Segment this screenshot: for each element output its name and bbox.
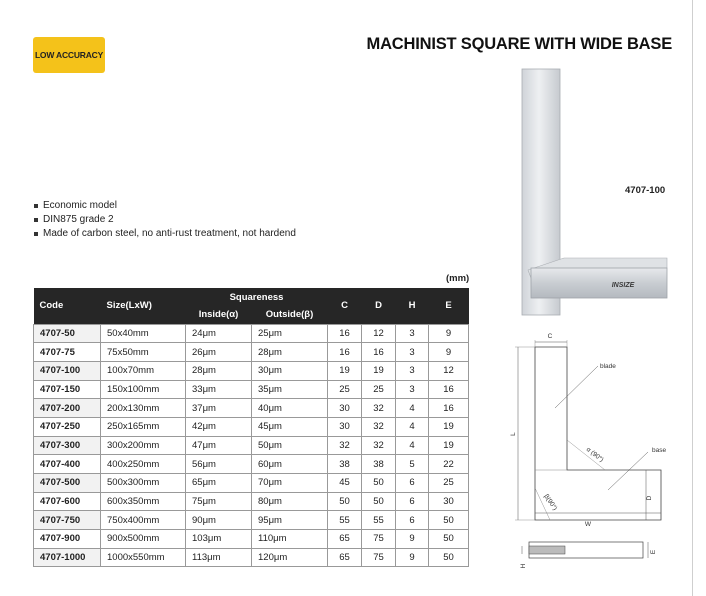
cell-code: 4707-75 <box>34 343 101 362</box>
dim-e-label: E <box>650 549 657 555</box>
cell-h: 9 <box>396 530 429 549</box>
dim-c-label: C <box>547 333 553 340</box>
cell-c: 65 <box>328 548 362 567</box>
header-e: E <box>429 288 469 324</box>
cell-c: 65 <box>328 530 362 549</box>
header-outside: Outside(β) <box>252 306 328 324</box>
dim-d-label: D <box>646 495 653 501</box>
dim-h-label: H <box>520 563 527 569</box>
cell-d: 25 <box>362 380 396 399</box>
page-title: MACHINIST SQUARE WITH WIDE BASE <box>366 35 672 53</box>
cell-outside: 110μm <box>252 530 328 549</box>
cell-inside: 26μm <box>186 343 252 362</box>
base-leader <box>608 452 648 490</box>
table-row <box>34 530 469 549</box>
cell-d: 32 <box>362 417 396 436</box>
cell-outside: 70μm <box>252 474 328 493</box>
cell-code: 4707-250 <box>34 417 101 436</box>
cell-e: 19 <box>429 417 469 436</box>
cell-h: 3 <box>396 343 429 362</box>
header-c: C <box>328 288 362 324</box>
cell-size: 400x250mm <box>101 455 186 474</box>
table-row <box>34 511 469 530</box>
cell-h: 3 <box>396 324 429 343</box>
cell-h: 5 <box>396 455 429 474</box>
table-row <box>34 380 469 399</box>
cell-size: 150x100mm <box>101 380 186 399</box>
blade-leader <box>555 366 598 408</box>
table-row <box>34 361 469 380</box>
cell-size: 600x350mm <box>101 492 186 511</box>
table-row <box>34 436 469 455</box>
cell-e: 30 <box>429 492 469 511</box>
cell-d: 50 <box>362 474 396 493</box>
cell-c: 45 <box>328 474 362 493</box>
table-row <box>34 474 469 493</box>
cell-code: 4707-1000 <box>34 548 101 567</box>
cell-h: 6 <box>396 474 429 493</box>
cell-inside: 33μm <box>186 380 252 399</box>
cell-e: 50 <box>429 511 469 530</box>
cell-outside: 35μm <box>252 380 328 399</box>
square-base <box>531 268 667 298</box>
header-h: H <box>396 288 429 324</box>
header-size: Size(LxW) <box>101 288 186 324</box>
cell-d: 12 <box>362 324 396 343</box>
cell-d: 50 <box>362 492 396 511</box>
cell-e: 9 <box>429 324 469 343</box>
cell-h: 6 <box>396 511 429 530</box>
cell-size: 1000x550mm <box>101 548 186 567</box>
cell-c: 30 <box>328 417 362 436</box>
table-row <box>34 324 469 343</box>
cell-outside: 25μm <box>252 324 328 343</box>
cell-d: 19 <box>362 361 396 380</box>
beta-label: β(90°) <box>542 493 559 512</box>
cell-inside: 37μm <box>186 399 252 418</box>
cell-code: 4707-200 <box>34 399 101 418</box>
unit-label: (mm) <box>446 273 470 284</box>
cell-inside: 65μm <box>186 474 252 493</box>
header-d: D <box>362 288 396 324</box>
dim-l-label: L <box>510 432 517 436</box>
cell-e: 9 <box>429 343 469 362</box>
cell-outside: 28μm <box>252 343 328 362</box>
cell-outside: 60μm <box>252 455 328 474</box>
cell-inside: 113μm <box>186 548 252 567</box>
feature-item: Made of carbon steel, no anti-rust treatment, not hardend <box>33 227 296 241</box>
alpha-label: α (90°) <box>584 446 605 464</box>
cell-h: 4 <box>396 417 429 436</box>
cell-code: 4707-300 <box>34 436 101 455</box>
cell-code: 4707-50 <box>34 324 101 343</box>
cell-e: 50 <box>429 548 469 567</box>
base-label: base <box>652 447 667 454</box>
cell-e: 19 <box>429 436 469 455</box>
side-view-blade <box>529 546 565 554</box>
cell-code: 4707-500 <box>34 474 101 493</box>
cell-c: 32 <box>328 436 362 455</box>
table-row <box>34 548 469 567</box>
cell-e: 16 <box>429 399 469 418</box>
cell-outside: 50μm <box>252 436 328 455</box>
cell-c: 50 <box>328 492 362 511</box>
cell-d: 55 <box>362 511 396 530</box>
feature-list <box>33 199 296 241</box>
cell-d: 16 <box>362 343 396 362</box>
technical-drawing <box>510 330 680 590</box>
table-row <box>34 399 469 418</box>
feature-item: DIN875 grade 2 <box>33 213 296 227</box>
cell-inside: 28μm <box>186 361 252 380</box>
cell-e: 25 <box>429 474 469 493</box>
accuracy-badge: LOW ACCURACY <box>33 37 105 73</box>
cell-c: 16 <box>328 324 362 343</box>
cell-outside: 120μm <box>252 548 328 567</box>
header-inside: Inside(α) <box>186 306 252 324</box>
cell-size: 750x400mm <box>101 511 186 530</box>
cell-code: 4707-750 <box>34 511 101 530</box>
table-row <box>34 417 469 436</box>
cell-c: 16 <box>328 343 362 362</box>
cell-d: 38 <box>362 455 396 474</box>
cell-c: 25 <box>328 380 362 399</box>
cell-inside: 75μm <box>186 492 252 511</box>
cell-code: 4707-600 <box>34 492 101 511</box>
cell-d: 75 <box>362 530 396 549</box>
cell-c: 38 <box>328 455 362 474</box>
cell-outside: 80μm <box>252 492 328 511</box>
cell-code: 4707-150 <box>34 380 101 399</box>
cell-inside: 42μm <box>186 417 252 436</box>
header-code: Code <box>34 288 101 324</box>
cell-size: 200x130mm <box>101 399 186 418</box>
cell-h: 4 <box>396 399 429 418</box>
cell-c: 55 <box>328 511 362 530</box>
cell-h: 6 <box>396 492 429 511</box>
cell-c: 30 <box>328 399 362 418</box>
model-label: 4707-100 <box>625 185 666 196</box>
cell-e: 12 <box>429 361 469 380</box>
cell-h: 3 <box>396 380 429 399</box>
cell-h: 9 <box>396 548 429 567</box>
cell-outside: 95μm <box>252 511 328 530</box>
cell-d: 32 <box>362 436 396 455</box>
cell-size: 50x40mm <box>101 324 186 343</box>
cell-code: 4707-400 <box>34 455 101 474</box>
cell-outside: 45μm <box>252 417 328 436</box>
cell-size: 500x300mm <box>101 474 186 493</box>
cell-size: 100x70mm <box>101 361 186 380</box>
cell-code: 4707-900 <box>34 530 101 549</box>
table-row <box>34 492 469 511</box>
cell-size: 250x165mm <box>101 417 186 436</box>
cell-size: 300x200mm <box>101 436 186 455</box>
cell-d: 75 <box>362 548 396 567</box>
cell-e: 50 <box>429 530 469 549</box>
cell-inside: 56μm <box>186 455 252 474</box>
cell-inside: 90μm <box>186 511 252 530</box>
cell-inside: 103μm <box>186 530 252 549</box>
dim-w-label: W <box>584 521 592 528</box>
cell-outside: 30μm <box>252 361 328 380</box>
cell-c: 19 <box>328 361 362 380</box>
cell-d: 32 <box>362 399 396 418</box>
cell-e: 16 <box>429 380 469 399</box>
cell-h: 4 <box>396 436 429 455</box>
cell-code: 4707-100 <box>34 361 101 380</box>
header-squareness: Squareness <box>186 288 328 306</box>
table-row <box>34 455 469 474</box>
brand-logo: INSIZE <box>611 282 635 289</box>
spec-table <box>33 288 469 567</box>
cell-size: 75x50mm <box>101 343 186 362</box>
cell-outside: 40μm <box>252 399 328 418</box>
cell-e: 22 <box>429 455 469 474</box>
blade-label: blade <box>600 363 616 370</box>
cell-inside: 24μm <box>186 324 252 343</box>
drawing-outline <box>535 347 661 520</box>
cell-size: 900x500mm <box>101 530 186 549</box>
feature-item: Economic model <box>33 199 296 213</box>
table-row <box>34 343 469 362</box>
cell-h: 3 <box>396 361 429 380</box>
cell-inside: 47μm <box>186 436 252 455</box>
